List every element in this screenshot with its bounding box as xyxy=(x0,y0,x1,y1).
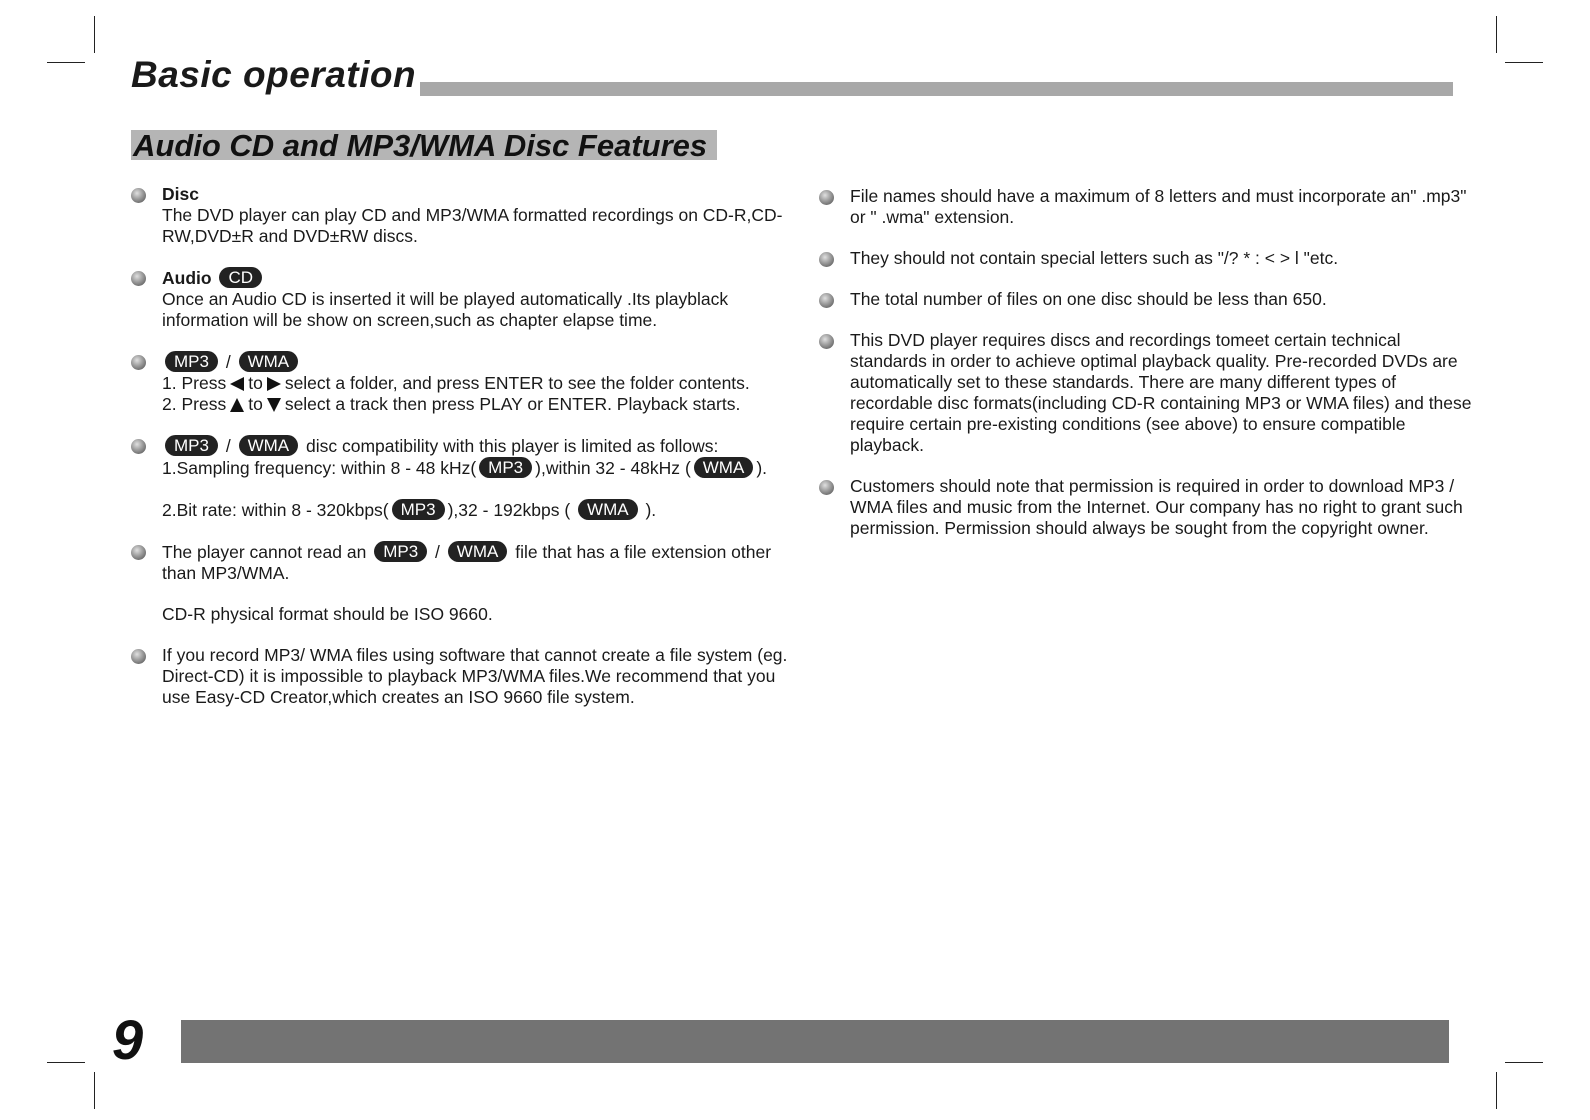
bitrate-text-2: ),32 - 192kbps ( xyxy=(447,500,571,520)
item-heading: Disc xyxy=(162,184,199,204)
list-item-compatibility xyxy=(131,435,791,521)
list-item-navigation xyxy=(131,351,791,415)
list-item-record xyxy=(131,645,791,708)
left-arrow-icon xyxy=(230,377,244,391)
page-title: Basic operation xyxy=(131,54,417,95)
section-title: Audio CD and MP3/WMA Disc Features xyxy=(131,130,717,160)
step1-text: 1. Press xyxy=(162,373,227,393)
bullet-icon xyxy=(131,355,146,370)
wma-badge: WMA xyxy=(239,351,299,372)
list-item xyxy=(819,330,1479,456)
bullet-icon xyxy=(819,252,834,267)
bullet-icon xyxy=(819,293,834,308)
crop-mark xyxy=(1496,16,1497,53)
up-arrow-icon xyxy=(230,398,244,412)
mp3-badge: MP3 xyxy=(374,541,427,562)
bitrate-text: 2.Bit rate: within 8 - 320kbps( xyxy=(162,500,389,520)
item-text: Customers should note that permission is required in order to download MP3 / WMA files and music from the Internet. Our company has no right to grant such permission. Permission should always be sought from the copyright owner. xyxy=(850,476,1463,538)
right-column xyxy=(819,186,1479,559)
item-text: If you record MP3/ WMA files using software that cannot create a file system (eg. Direct-CD) it is impossible to playback MP3/WMA files.We recommend that you use Easy-CD Creator,which creates an ISO 9660 file system. xyxy=(162,645,788,707)
bullet-icon xyxy=(131,271,146,286)
crop-mark xyxy=(94,1072,95,1109)
bullet-icon xyxy=(819,480,834,495)
item-text: This DVD player requires discs and recordings tomeet certain technical standards in order to achieve optimal playback quality. Pre-recorded DVDs are automatically set to these standards. There are many different types of recordable disc formats(including CD-R containing MP3 or WMA files) and these require certain pre-existing conditions (see above) to ensure compatible playback. xyxy=(850,330,1472,455)
sampling-text: 1.Sampling frequency: within 8 - 48 kHz( xyxy=(162,458,477,478)
bullet-icon xyxy=(819,334,834,349)
down-arrow-icon xyxy=(267,398,281,412)
iso-text: CD-R physical format should be ISO 9660. xyxy=(162,604,493,624)
list-item-readable xyxy=(131,541,791,625)
bullet-icon xyxy=(819,190,834,205)
sampling-text-4: ). xyxy=(756,458,768,478)
step1-rest: select a folder, and press ENTER to see the folder contents. xyxy=(284,373,750,393)
mp3-badge: MP3 xyxy=(392,499,445,520)
crop-mark xyxy=(1505,1062,1543,1063)
mp3-badge: MP3 xyxy=(479,457,532,478)
left-column xyxy=(131,184,791,728)
sampling-text-2: ),within 32 - 48kHz xyxy=(535,458,681,478)
item-text: The DVD player can play CD and MP3/WMA formatted recordings on CD-R,CD-RW,DVD±R and DVD±RW discs. xyxy=(162,205,783,246)
bullet-icon xyxy=(131,439,146,454)
crop-mark xyxy=(47,1062,85,1063)
crop-mark xyxy=(47,62,85,63)
separator: / xyxy=(225,436,231,456)
wma-badge: WMA xyxy=(239,435,299,456)
list-item-audio xyxy=(131,267,791,331)
step1-to: to xyxy=(248,373,263,393)
bullet-icon xyxy=(131,649,146,664)
crop-mark xyxy=(94,16,95,53)
list-item xyxy=(819,186,1479,228)
cd-badge: CD xyxy=(219,267,262,288)
page-number: 9 xyxy=(112,1008,144,1071)
mp3-badge: MP3 xyxy=(165,435,218,456)
step2-rest: select a track then press PLAY or ENTER. Playback starts. xyxy=(284,394,741,414)
step2-to: to xyxy=(248,394,263,414)
bitrate-text-3: ). xyxy=(645,500,657,520)
item-text: The total number of files on one disc should be less than 650. xyxy=(850,289,1327,309)
list-item xyxy=(819,248,1479,269)
list-item xyxy=(819,289,1479,310)
sampling-text-3: ( xyxy=(684,458,691,478)
item-text: File names should have a maximum of 8 letters and must incorporate an" .mp3" or " .wma" extension. xyxy=(850,186,1467,227)
compat-intro: disc compatibility with this player is limited as follows: xyxy=(306,436,719,456)
wma-badge: WMA xyxy=(694,457,754,478)
list-item xyxy=(819,476,1479,539)
bullet-icon xyxy=(131,188,146,203)
right-arrow-icon xyxy=(267,377,281,391)
wma-badge: WMA xyxy=(578,499,638,520)
separator: / xyxy=(435,542,440,562)
item-text: Once an Audio CD is inserted it will be played automatically .Its playblack information will be show on screen,such as chapter elapse time. xyxy=(162,289,729,330)
item-text: They should not contain special letters such as "/? * : < > l "etc. xyxy=(850,248,1339,268)
wma-badge: WMA xyxy=(448,541,508,562)
list-item-disc xyxy=(131,184,791,247)
separator: / xyxy=(225,352,231,372)
crop-mark xyxy=(1505,62,1543,63)
readable-text: The player cannot read an xyxy=(162,542,367,562)
crop-mark xyxy=(1496,1072,1497,1109)
readable-text-2: file that has a file extension other than MP3/WMA. xyxy=(162,542,772,583)
bullet-icon xyxy=(131,545,146,560)
mp3-badge: MP3 xyxy=(165,351,218,372)
item-heading: Audio xyxy=(162,268,212,288)
step2-text: 2. Press xyxy=(162,394,227,414)
footer-bar xyxy=(181,1020,1449,1063)
